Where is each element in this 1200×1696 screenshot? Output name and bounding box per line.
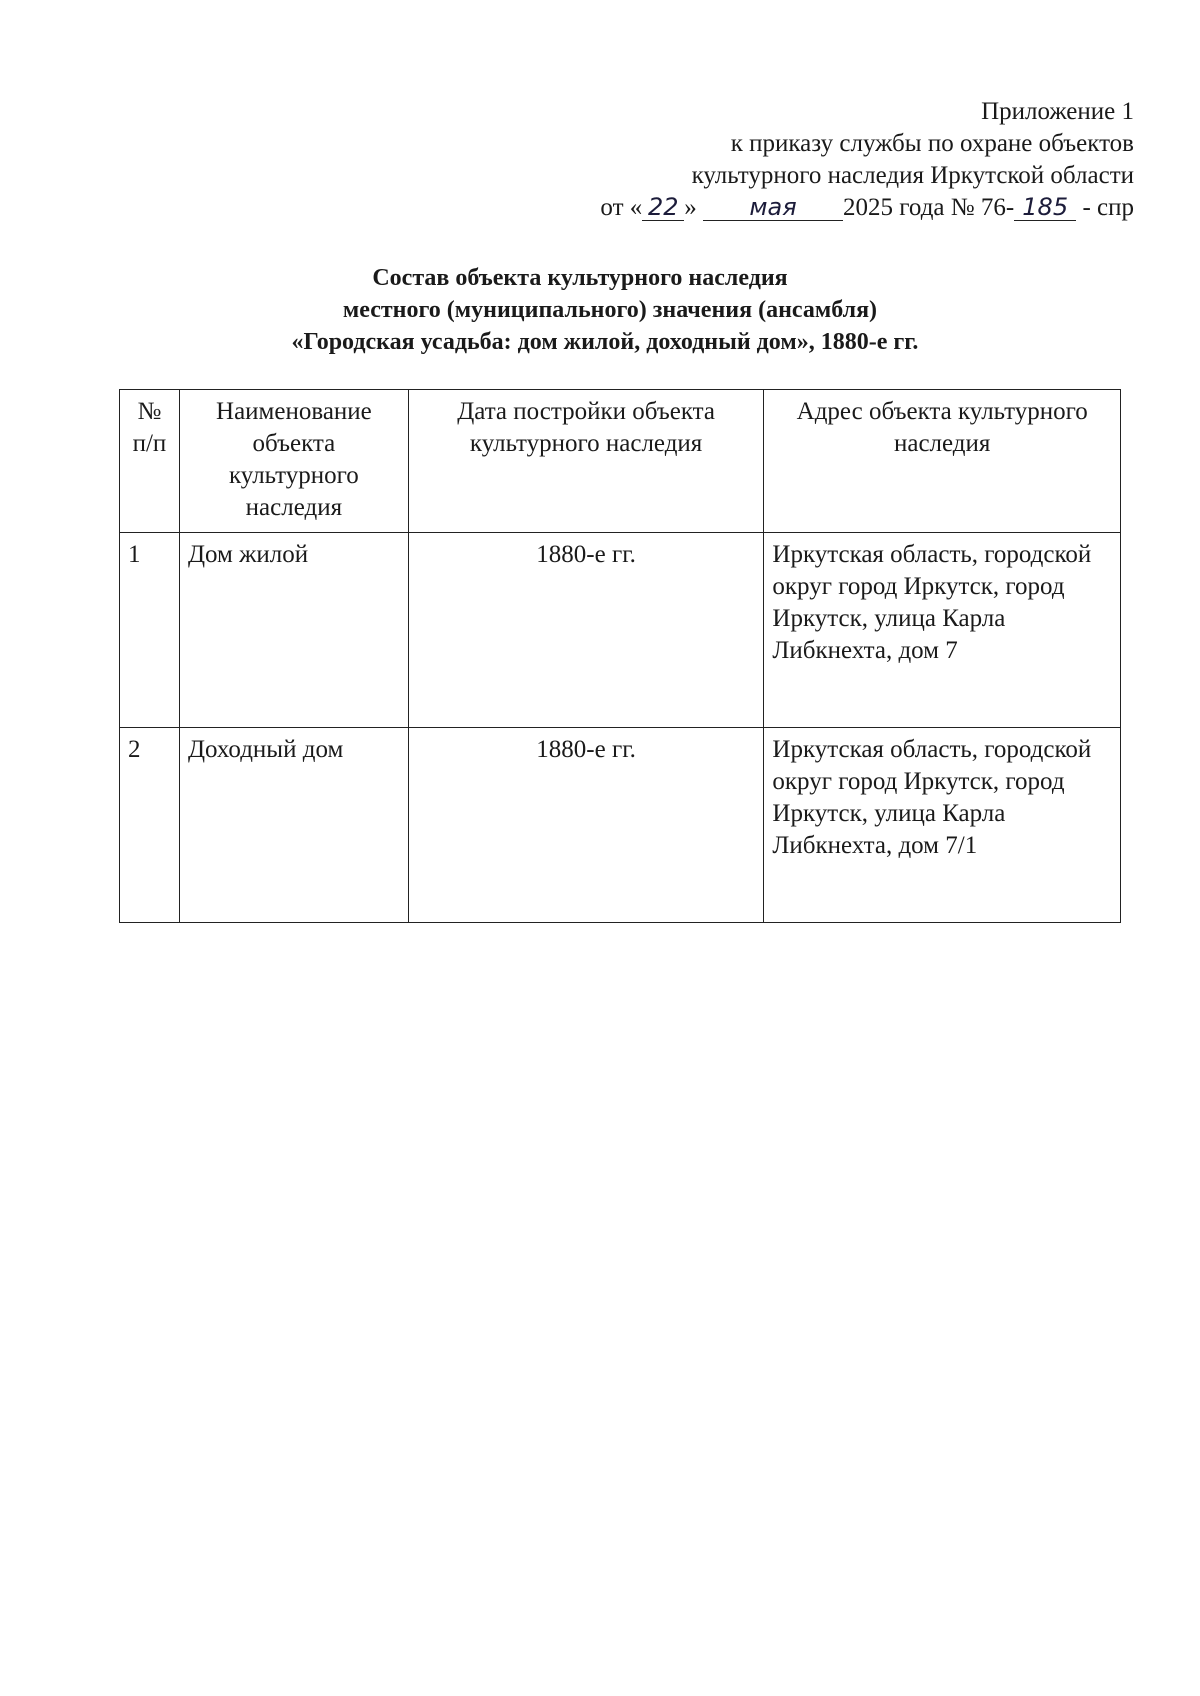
row-number: 2 <box>120 728 180 923</box>
document-title <box>0 262 1200 358</box>
date-day-handwritten: 22 <box>642 194 684 221</box>
row-number: 1 <box>120 533 180 728</box>
row-address: Иркутская область, городской округ город Иркутск, город Иркутск, улица Карла Либкнехта, дом 7 <box>764 533 1121 728</box>
title-line-3: «Городская усадьба: дом жилой, доходный дом», 1880-е гг. <box>291 329 919 355</box>
table-row <box>120 728 1121 923</box>
appendix-date-line <box>600 192 1134 224</box>
title-line-1: Состав объекта культурного наследия <box>372 265 788 291</box>
row-date: 1880-е гг. <box>408 728 764 923</box>
header-date: Дата постройки объекта культурного наследия <box>408 390 764 533</box>
appendix-authority: культурного наследия Иркутской области <box>691 162 1134 189</box>
order-number-handwritten: 185 <box>1014 194 1076 221</box>
header-number: № п/п <box>120 390 180 533</box>
row-name: Доходный дом <box>179 728 408 923</box>
date-prefix: от « <box>600 194 643 221</box>
row-name: Дом жилой <box>179 533 408 728</box>
order-suffix: - спр <box>1082 194 1134 221</box>
date-month-handwritten: мая <box>703 194 843 221</box>
header-name: Наименование объекта культурного наследия <box>179 390 408 533</box>
appendix-block <box>600 96 1134 224</box>
row-address: Иркутская область, городской округ город Иркутск, город Иркутск, улица Карла Либкнехта, дом 7/1 <box>764 728 1121 923</box>
row-date: 1880-е гг. <box>408 533 764 728</box>
header-address: Адрес объекта культурного наследия <box>764 390 1121 533</box>
title-line-2: местного (муниципального) значения (ансамбля) <box>342 297 878 323</box>
table-row <box>120 533 1121 728</box>
table-header-row <box>120 390 1121 533</box>
appendix-order-ref: к приказу службы по охране объектов <box>730 130 1134 157</box>
date-year-text: 2025 года № 76- <box>843 194 1015 221</box>
date-mid: » <box>684 194 697 221</box>
heritage-table <box>119 389 1121 923</box>
appendix-label: Приложение 1 <box>981 98 1134 125</box>
